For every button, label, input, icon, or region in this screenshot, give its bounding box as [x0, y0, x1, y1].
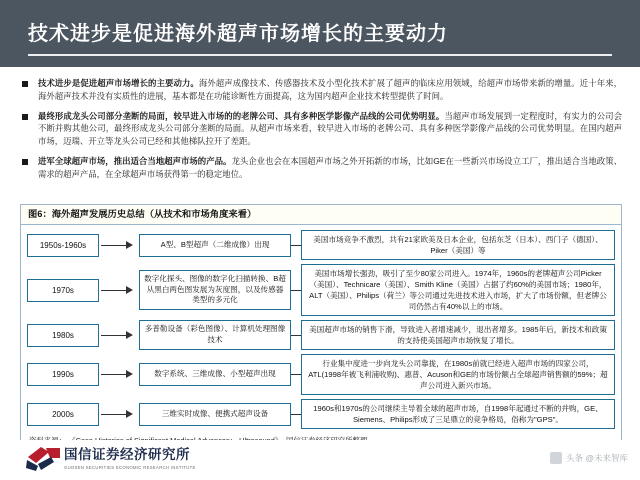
guosen-logo-icon [24, 444, 64, 474]
bullet-list [22, 77, 622, 187]
technology-cell: 多普勒设备（彩色图像）、计算机处理图像技术 [139, 320, 291, 350]
logo-shape-svg [24, 444, 64, 474]
slide-footer [0, 440, 640, 480]
arrow-icon [99, 329, 139, 341]
bullet-square-icon [22, 81, 28, 87]
connector-line [291, 374, 301, 375]
market-cell: 美国市场增长强劲，吸引了至少80家公司进入。1974年，1960s的老牌超声公司Picker（美国）、Technicare（美国）、Smith Kline（美国）占据了约60%的美国市场；1980年，ALT（美国）、Philips（荷兰）等公司通过先进技术进入市场，扩大了市场份额，但老牌公司仍然占有40%以上的市场。 [301, 264, 615, 316]
figure-table [21, 225, 621, 453]
figure-title: 图6：海外超声发展历史总结（从技术和市场角度来看） [21, 205, 621, 225]
table-row [27, 230, 615, 260]
era-cell: 1950s-1960s [27, 234, 99, 257]
bullet-item [22, 110, 622, 148]
era-cell: 1980s [27, 324, 99, 347]
table-row [27, 399, 615, 429]
watermark [550, 452, 628, 464]
bullet-square-icon [22, 159, 28, 165]
logo-text [64, 448, 196, 469]
bullet-lead: 进军全球超声市场，推出适合当地超声市场的产品。 [38, 155, 232, 166]
bullet-square-icon [22, 114, 28, 120]
watermark-badge-icon [550, 452, 562, 464]
company-logo [24, 444, 196, 474]
page-title: 技术进步是促进海外超声市场增长的主要动力 [28, 23, 448, 45]
connector-line [291, 335, 301, 336]
technology-cell: 三维实时成像、便携式超声设备 [139, 403, 291, 426]
bullet-lead: 技术进步是促进超声市场增长的主要动力。 [38, 78, 199, 88]
watermark-text: 头条 @未来智库 [566, 453, 628, 463]
bullet-rest: 当超声市场发展到一定程度时，有实力的公司会不断并购其他公司，最终形成龙头公司部分垄断的局面。从超声市场来看，较早进入市场的老牌公司、具有多种医学影像产品线的公司优势明显。在国内超声市场，迈瑞、开立等龙头公司已经和其他梯队拉开了差距。 [38, 110, 623, 147]
arrow-icon [99, 239, 139, 251]
era-cell: 2000s [27, 403, 99, 426]
slide-body [0, 67, 640, 480]
bullet-rest: 海外超声成像技术、传感器技术及小型化技术扩展了超声的临床应用领域，给超声市场带来新的增量。近十年来，海外超声技术并没有实质性的进展，基本都是在功能诊断性方面提高，这为国内超声企业技术转型提供了时间。 [38, 78, 623, 101]
technology-cell: 数字系统、三维成像、小型超声出现 [139, 363, 291, 386]
arrow-icon [99, 408, 139, 420]
table-row [27, 320, 615, 350]
market-cell: 美国超声市场的销售下滑，导致进入者增速减少，退出者增多。1985年后，新技术和政策的支持使美国超声市场恢复了增长。 [301, 320, 615, 350]
market-cell: 1960s和1970s的公司继续主导着全球的超声市场，自1998年起通过不断的并购，GE、Siemens、Philips形成了三足鼎立的竞争格局，俗称为"GPS"。 [301, 399, 615, 429]
era-cell: 1970s [27, 279, 99, 302]
table-row [27, 354, 615, 395]
connector-line [291, 414, 301, 415]
market-cell: 美国市场竞争不激烈，共有21家欧美及日本企业，包括东芝（日本）、西门子（德国）、Piker（美国）等 [301, 230, 615, 260]
logo-text-cn: 国信证券经济研究所 [64, 447, 190, 463]
connector-line [291, 245, 301, 246]
header-divider [28, 54, 612, 56]
bullet-item [22, 77, 622, 103]
bullet-rest: 龙头企业也会在本国超声市场之外开拓新的市场，比如GE在一些新兴市场设立工厂，推出适合当地政策、需求的超声产品，在全球超声市场获得第一的稳定地位。 [38, 155, 622, 179]
logo-text-en: GUOSEN SECURITIES ECONOMIC RESEARCH INSTITUTE [64, 464, 196, 470]
bullet-item [22, 155, 622, 181]
table-row [27, 264, 615, 316]
technology-cell: A型、B型超声（二维成像）出现 [139, 234, 291, 257]
arrow-icon [99, 369, 139, 381]
slide-header [0, 0, 640, 67]
era-cell: 1990s [27, 363, 99, 386]
bullet-lead: 最终形成龙头公司部分垄断的局面，较早进入市场的的老牌公司、具有多种医学影像产品线的公司优势明显。 [38, 110, 445, 121]
arrow-icon [99, 284, 139, 296]
technology-cell: 数字化探头、图像的数字化扫描转换、B超从黑白两色图发展为灰度图，以及传感器类型的多元化 [139, 270, 291, 310]
connector-line [291, 290, 301, 291]
market-cell: 行业集中度进一步向龙头公司靠拢，在1980s前就已经进入超声市场的四家公司，ATL(1998年被飞利浦收购)、惠普、Acuson和GE的市场份额占全球超声销售额的59%；超声公司进入新兴市场。 [301, 354, 615, 395]
figure-panel [20, 204, 622, 454]
